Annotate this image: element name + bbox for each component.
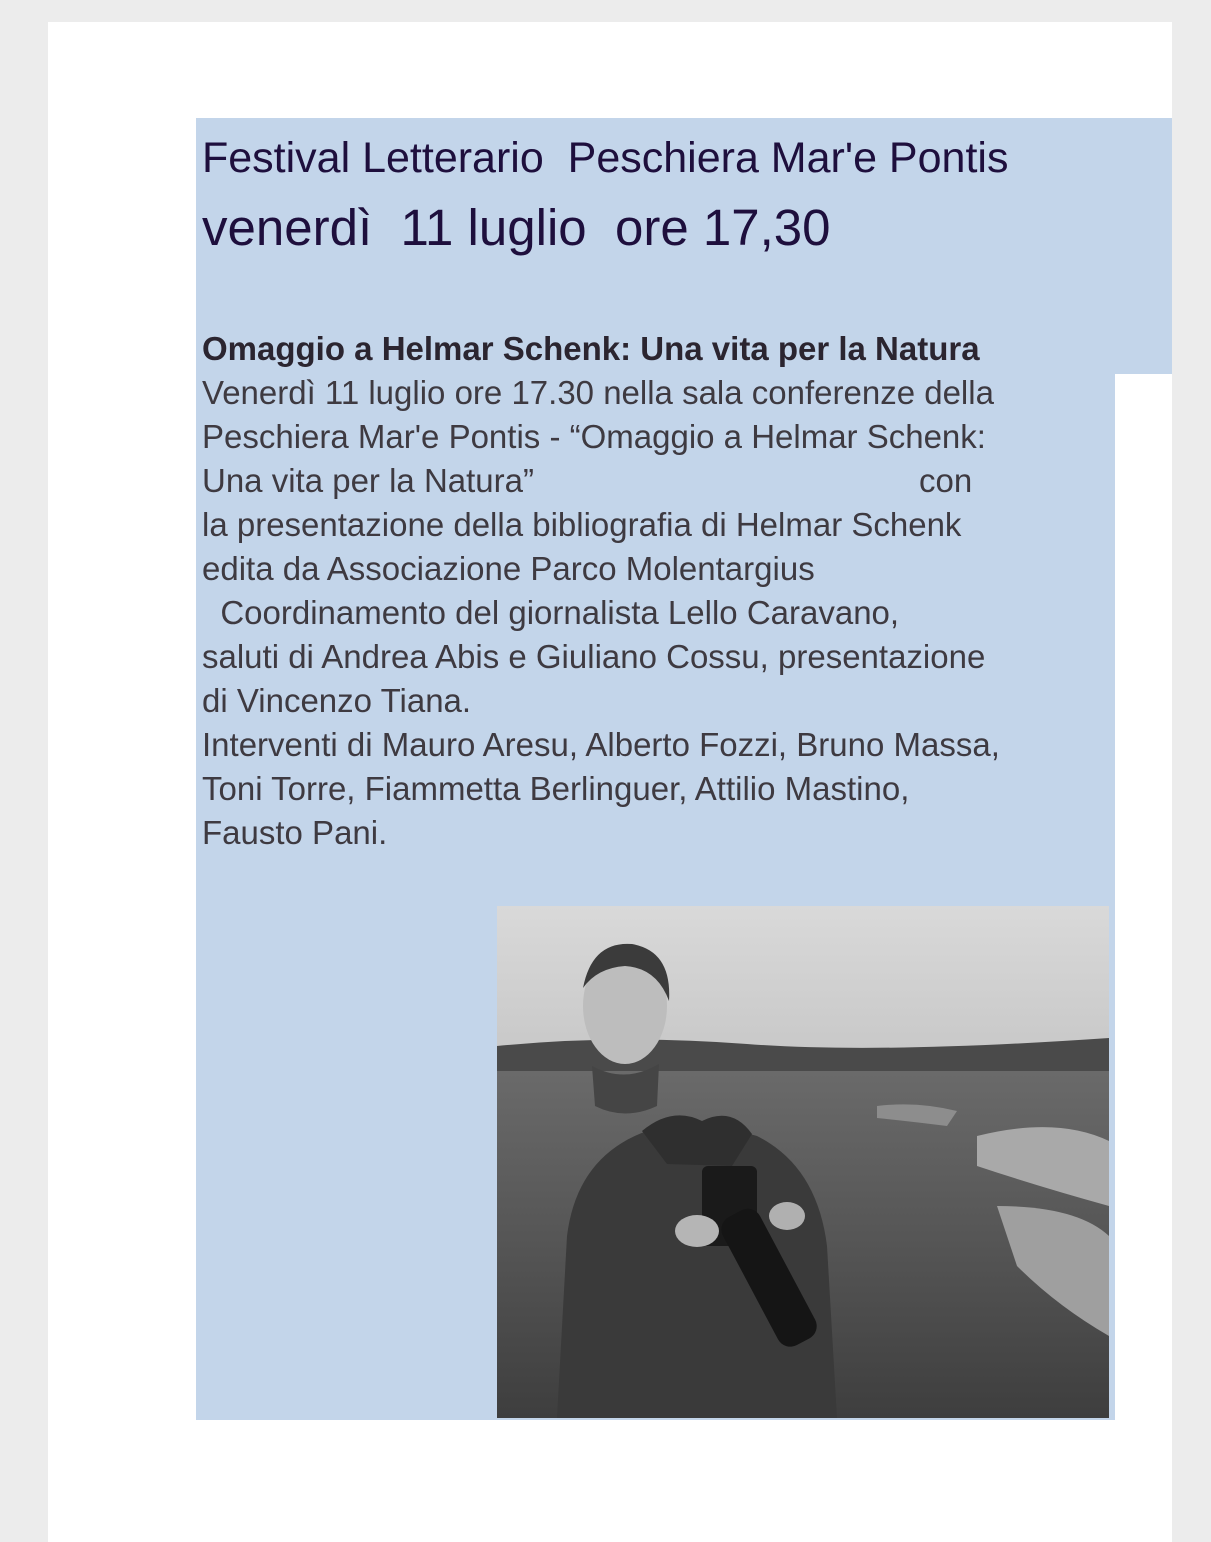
- event-title: Omaggio a Helmar Schenk: Una vita per la Natura: [202, 330, 980, 367]
- body-line: Venerdì 11 luglio ore 17.30 nella sala conferenze della: [202, 374, 994, 411]
- portrait-photo: [497, 906, 1109, 1418]
- body-line: Interventi di Mauro Aresu, Alberto Fozzi, Bruno Massa,: [202, 726, 1000, 763]
- body-line: la presentazione della bibliografia di Helmar Schenk: [202, 506, 962, 543]
- body-line: Fausto Pani.: [202, 814, 388, 851]
- body-line: di Vincenzo Tiana.: [202, 682, 472, 719]
- event-date: venerdì 11 luglio ore 17,30: [202, 199, 831, 256]
- body-line: edita da Associazione Parco Molentargius: [202, 550, 815, 587]
- body-line: Una vita per la Natura” con: [202, 462, 973, 499]
- festival-title: Festival Letterario Peschiera Mar'e Pontis: [202, 134, 1009, 182]
- body-line: Toni Torre, Fiammetta Berlinguer, Attilio Mastino,: [202, 770, 910, 807]
- page: [48, 22, 1172, 1542]
- body-line: Peschiera Mar'e Pontis - “Omaggio a Helmar Schenk:: [202, 418, 986, 455]
- body-line: saluti di Andrea Abis e Giuliano Cossu, presentazione: [202, 638, 986, 675]
- body-line: Coordinamento del giornalista Lello Caravano,: [202, 594, 900, 631]
